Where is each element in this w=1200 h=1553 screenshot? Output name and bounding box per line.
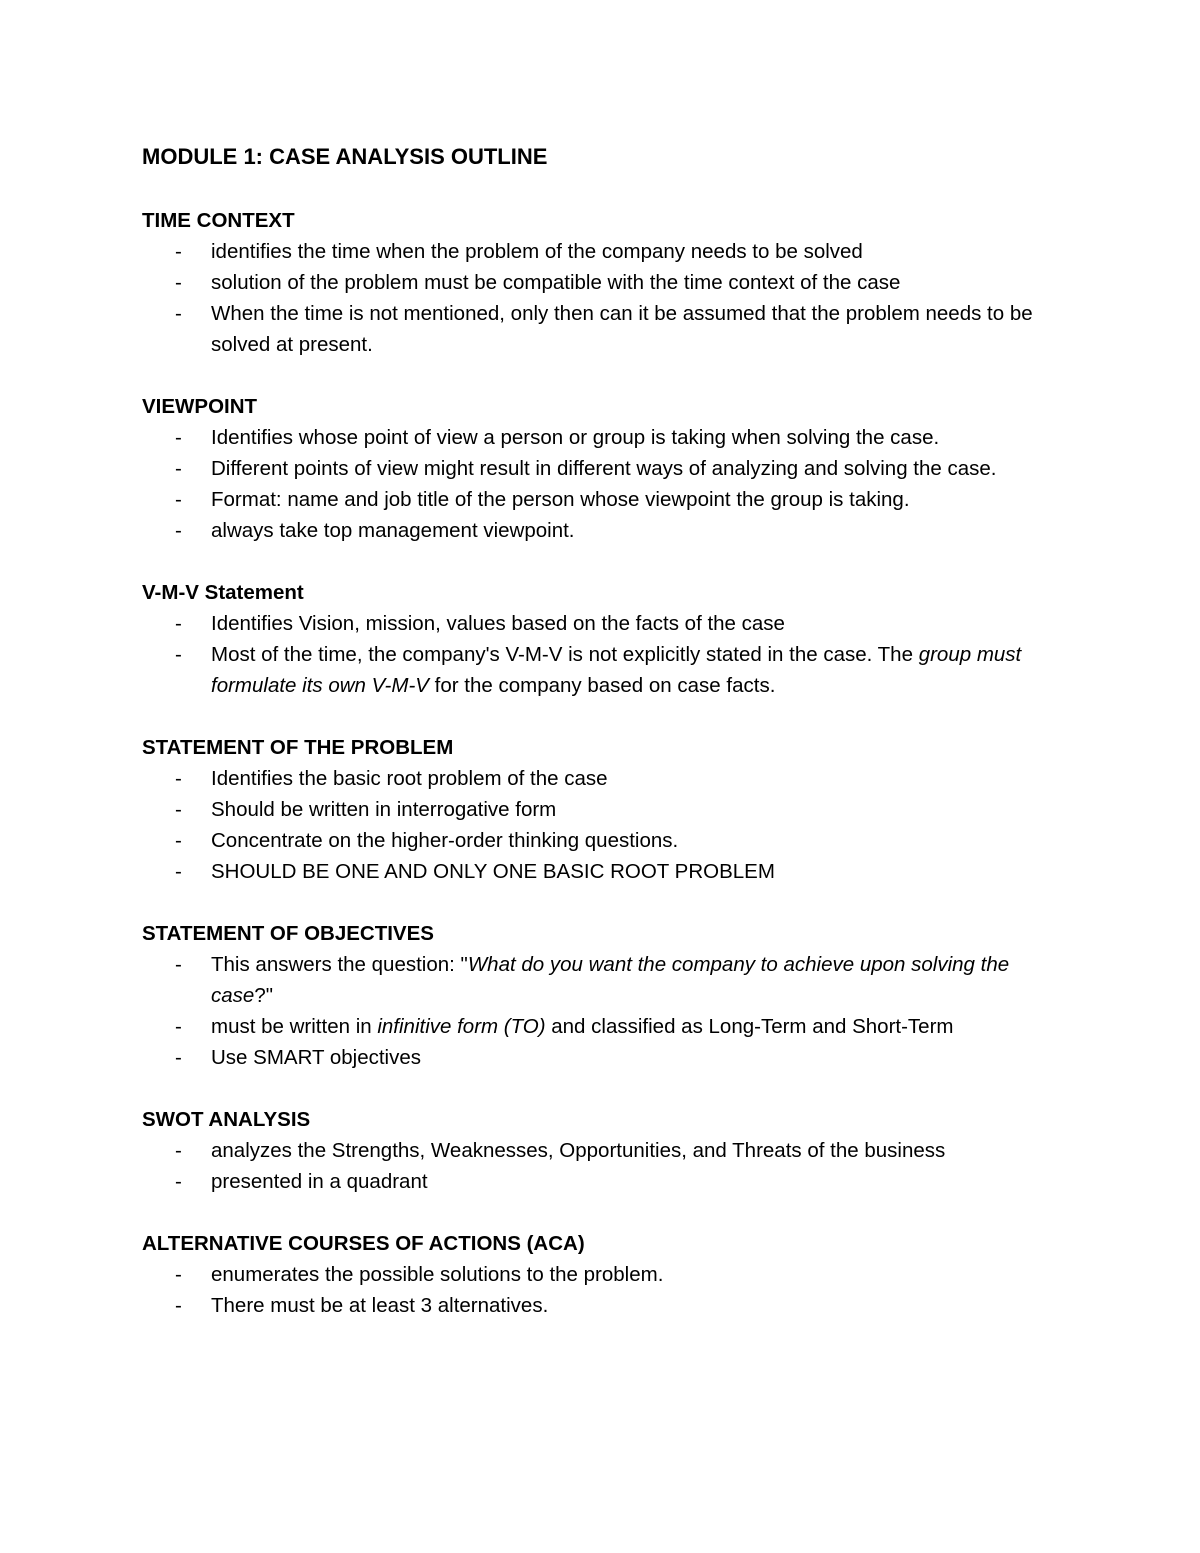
bullet-text: When the time is not mentioned, only then can it be assumed that the problem needs to be solved at present. [211, 302, 1033, 356]
section-statement-of-the-problem [142, 732, 1062, 887]
bullet-text: There must be at least 3 alternatives. [211, 1294, 549, 1317]
bullet-text: This answers the question: " [211, 953, 468, 976]
bullet-dash: - [175, 1015, 182, 1038]
bullet-text: solution of the problem must be compatible with the time context of the case [211, 271, 901, 294]
bullet-dash: - [175, 953, 182, 976]
section-heading: TIME CONTEXT [142, 209, 295, 232]
bullet-text: Identifies whose point of view a person or group is taking when solving the case. [211, 426, 940, 449]
bullet-dash: - [175, 519, 182, 542]
section-heading: SWOT ANALYSIS [142, 1108, 311, 1131]
bullet-dash: - [175, 457, 182, 480]
bullet-item [142, 639, 1062, 701]
bullet-dash: - [175, 798, 182, 821]
bullet-item [142, 1290, 1062, 1321]
section-viewpoint [142, 391, 1062, 546]
bullet-text: SHOULD BE ONE AND ONLY ONE BASIC ROOT PROBLEM [211, 860, 775, 883]
bullet-text-italic: What do you want the company to achieve upon solving the case [211, 953, 1010, 1007]
section-statement-of-objectives [142, 918, 1062, 1073]
bullet-dash: - [175, 1263, 182, 1286]
bullet-text-italic: infinitive form (TO) [377, 1015, 546, 1038]
section-heading: STATEMENT OF OBJECTIVES [142, 922, 434, 945]
bullet-text: Different points of view might result in different ways of analyzing and solving the case. [211, 457, 997, 480]
bullet-item [142, 453, 1062, 484]
bullet-dash: - [175, 302, 182, 325]
bullet-dash: - [175, 240, 182, 263]
bullet-dash: - [175, 1294, 182, 1317]
bullet-text: analyzes the Strengths, Weaknesses, Opportunities, and Threats of the business [211, 1139, 946, 1162]
bullet-text: identifies the time when the problem of the company needs to be solved [211, 240, 863, 263]
bullet-text: enumerates the possible solutions to the problem. [211, 1263, 664, 1286]
bullet-text: ?" [254, 984, 273, 1007]
bullet-item [142, 949, 1062, 1011]
bullet-text: Use SMART objectives [211, 1046, 422, 1069]
bullet-dash: - [175, 488, 182, 511]
section-alternative-courses-of-actions-aca [142, 1228, 1062, 1321]
section-heading: VIEWPOINT [142, 395, 258, 418]
bullet-dash: - [175, 829, 182, 852]
bullet-item [142, 608, 1062, 639]
bullet-text: for the company based on case facts. [428, 674, 776, 697]
bullet-text-italic: group must formulate its own V-M-V [211, 643, 1022, 697]
bullet-list [142, 763, 1062, 887]
bullet-text: Should be written in interrogative form [211, 798, 557, 821]
bullet-item [142, 763, 1062, 794]
bullet-list [142, 422, 1062, 546]
bullet-item [142, 794, 1062, 825]
bullet-item [142, 267, 1062, 298]
bullet-dash: - [175, 426, 182, 449]
bullet-text: presented in a quadrant [211, 1170, 428, 1193]
bullet-item [142, 515, 1062, 546]
bullet-item [142, 484, 1062, 515]
section-swot-analysis [142, 1104, 1062, 1197]
bullet-text: Most of the time, the company's V-M-V is not explicitly stated in the case. The [211, 643, 919, 666]
bullet-dash: - [175, 271, 182, 294]
section-v-m-v-statement [142, 577, 1062, 701]
bullet-text: must be written in [211, 1015, 378, 1038]
bullet-item [142, 236, 1062, 267]
bullet-list [142, 1259, 1062, 1321]
bullet-item [142, 825, 1062, 856]
bullet-text: Format: name and job title of the person whose viewpoint the group is taking. [211, 488, 910, 511]
bullet-item [142, 298, 1062, 360]
bullet-list [142, 608, 1062, 701]
bullet-dash: - [175, 1170, 182, 1193]
bullet-item [142, 1166, 1062, 1197]
bullet-dash: - [175, 1046, 182, 1069]
sections-container [142, 205, 1062, 1321]
bullet-dash: - [175, 612, 182, 635]
bullet-dash: - [175, 643, 182, 666]
document-title: MODULE 1: CASE ANALYSIS OUTLINE [142, 144, 548, 169]
section-time-context [142, 205, 1062, 360]
bullet-dash: - [175, 1139, 182, 1162]
bullet-text: Concentrate on the higher-order thinking questions. [211, 829, 679, 852]
bullet-item [142, 856, 1062, 887]
bullet-text: Identifies the basic root problem of the case [211, 767, 608, 790]
bullet-list [142, 1135, 1062, 1197]
document-page [142, 141, 1062, 1352]
bullet-item [142, 1259, 1062, 1290]
section-heading: V-M-V Statement [142, 581, 304, 604]
bullet-dash: - [175, 860, 182, 883]
bullet-list [142, 236, 1062, 360]
section-heading: ALTERNATIVE COURSES OF ACTIONS (ACA) [142, 1232, 585, 1255]
bullet-dash: - [175, 767, 182, 790]
bullet-item [142, 422, 1062, 453]
bullet-list [142, 949, 1062, 1073]
bullet-text: and classified as Long-Term and Short-Term [545, 1015, 954, 1038]
bullet-item [142, 1135, 1062, 1166]
section-heading: STATEMENT OF THE PROBLEM [142, 736, 454, 759]
bullet-item [142, 1011, 1062, 1042]
bullet-item [142, 1042, 1062, 1073]
bullet-text: Identifies Vision, mission, values based on the facts of the case [211, 612, 785, 635]
bullet-text: always take top management viewpoint. [211, 519, 575, 542]
